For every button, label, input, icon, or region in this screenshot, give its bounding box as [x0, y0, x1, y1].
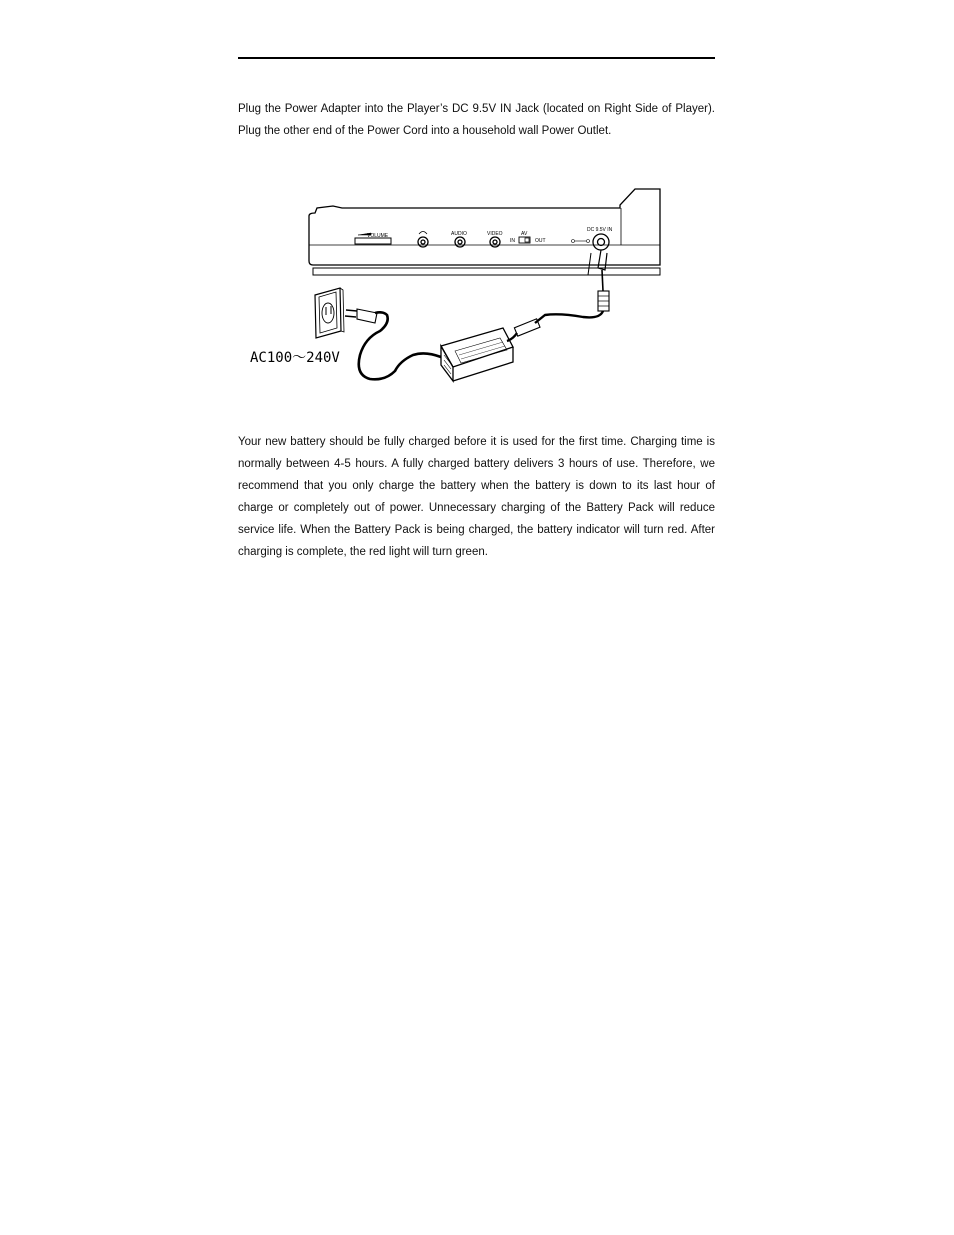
video-label: VIDEO [487, 231, 503, 237]
dc-label: DC 9.5V IN [587, 227, 613, 233]
power-brick-top [441, 328, 513, 367]
player-base [313, 268, 660, 275]
dc-jack [593, 234, 609, 250]
battery-charging-instructions: Your new battery should be fully charged before it is used for the first time. Charging time is normally between 4-5 hours. A fully charged battery delivers 3 hours of use. Therefore, we recommend that you only charge the battery when the battery is down to its last hour of charge or completely out of power. Unnecessary charging of the Battery Pack will reduce service life. When the Battery Pack is being charged, the battery indicator will turn red. After charging is complete, the red light will turn green. [238, 436, 715, 558]
audio-jack [455, 237, 465, 247]
power-adapter-instructions: Plug the Power Adapter into the Player’s DC 9.5V IN Jack (located on Right Side of Player). Plug the other end of the Power Cord into a household wall Power Outlet. [238, 103, 715, 137]
header-rule [238, 57, 715, 59]
av-label: AV [521, 231, 528, 237]
out-label: OUT [535, 238, 546, 244]
audio-label: AUDIO [451, 231, 467, 237]
power-connection-diagram [245, 183, 670, 388]
in-label: IN [510, 238, 515, 244]
voltage-label: AC100～240V [250, 350, 340, 366]
headphone-jack [418, 237, 428, 247]
video-jack [490, 237, 500, 247]
diagram-svg [245, 183, 670, 388]
volume-label: VOLUME [367, 233, 389, 239]
wall-plug [357, 309, 377, 323]
